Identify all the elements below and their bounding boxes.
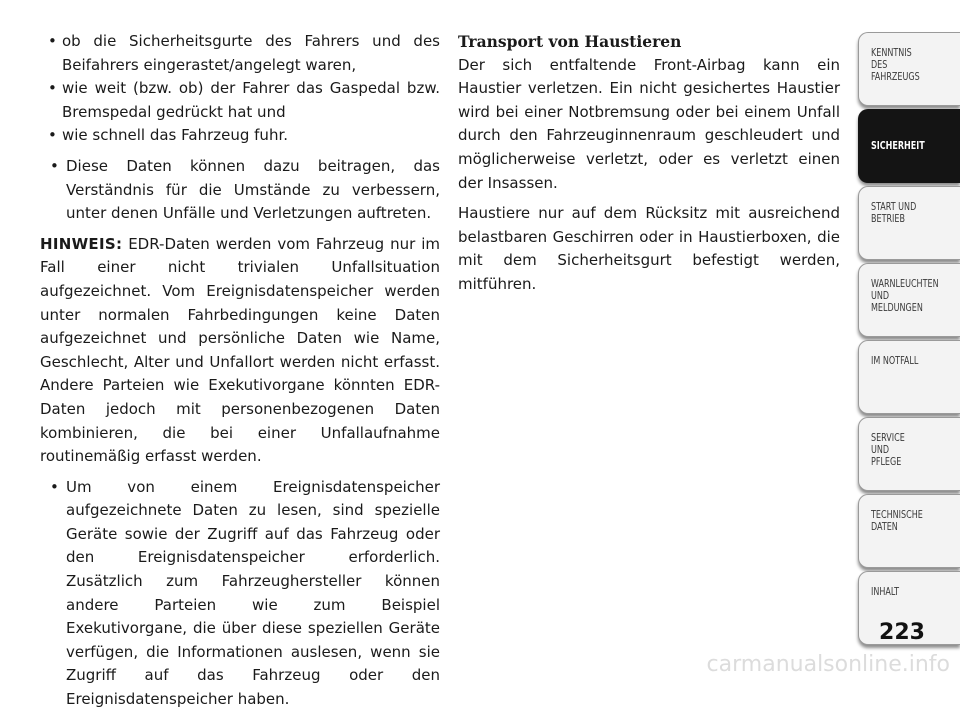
left-column (40, 30, 440, 712)
list-item: • Diese Daten können dazu beitragen, das Verständnis für die Umstände zu verbessern, unter denen Unfälle und Verletzungen auftreten. (50, 156, 440, 223)
tab-warnleuchten-und-meldungen[interactable] (858, 263, 960, 337)
note-text: EDR-Daten werden vom Fahrzeug nur im Fall einer nicht trivialen Unfallsituation aufgezeichnet. Vom Ereignisdatenspeicher werden unter normalen Fahrbedingungen keine Daten aufgezeichnet und persönliche Daten wie Name, Geschlecht, Alter und Unfallort werden nicht erfasst. Andere Parteien wie Exekutivorgane könnten EDR-Daten jedoch mit personenbezogenen Daten kombinieren, die bei einer Unfallaufnahme routinemäßig erfasst werden. (40, 234, 440, 466)
bullet-glyph: • (48, 32, 57, 50)
chapter-tabs (858, 32, 960, 648)
tab-service-und-pflege[interactable] (858, 417, 960, 491)
edr-recorded-items-list (40, 30, 440, 148)
pet-transport-paragraph: Der sich entfaltende Front-Airbag kann ein Haustier verletzen. Ein nicht gesichertes Haustier wird bei einer Notbremsung oder bei einem Unfall durch den Fahrzeuginnenraum geschleudert und möglicherweise verletzt, oder es verletzt einen der Insassen. (458, 55, 840, 192)
page-number: 223 (879, 620, 925, 645)
tab-kenntnis-des-fahrzeugs[interactable] (858, 32, 960, 106)
tab-sicherheit[interactable] (858, 109, 960, 183)
tab-label: KENNTNIS DES FAHRZEUGS (871, 47, 920, 83)
list-item: • wie weit (bzw. ob) der Fahrer das Gaspedal bzw. Bremspedal gedrückt hat und (48, 79, 440, 121)
tab-label: INHALT (871, 586, 900, 598)
tab-im-notfall[interactable] (858, 340, 960, 414)
tab-start-und-betrieb[interactable] (858, 186, 960, 260)
watermark: carmanualsonline.info (706, 652, 950, 677)
bullet-glyph: • (50, 156, 59, 175)
bullet-glyph: • (48, 126, 57, 145)
list-item: • ob die Sicherheitsgurte des Fahrers und des Beifahrers eingerastet/angelegt waren, (48, 32, 440, 74)
pet-restraint-paragraph: Haustiere nur auf dem Rücksitz mit ausreichend belastbaren Geschirren oder in Haustierboxen, die mit dem Sicherheitsgurt befestigt werden, mitführen. (458, 204, 840, 293)
note-label: HINWEIS: (40, 234, 123, 253)
tab-label: IM NOTFALL (871, 355, 919, 367)
tab-label: SERVICE UND PFLEGE (871, 432, 905, 468)
tab-technische-daten[interactable] (858, 494, 960, 568)
section-heading: Transport von Haustieren (458, 32, 682, 51)
data-use-list (40, 155, 440, 226)
right-column (458, 30, 840, 297)
note-paragraph (40, 233, 440, 469)
tab-label: SICHERHEIT (871, 140, 925, 152)
bullet-glyph: • (48, 79, 57, 98)
tab-label: START UND BETRIEB (871, 201, 917, 225)
tab-label: WARNLEUCHTEN UND MELDUNGEN (871, 278, 939, 314)
data-reading-list (40, 476, 440, 712)
list-item: • wie schnell das Fahrzeug fuhr. (40, 124, 440, 148)
list-item: • Um von einem Ereignisdatenspeicher aufgezeichnete Daten zu lesen, sind spezielle Geräte sowie der Zugriff auf das Fahrzeug oder den Ereignisdatenspeicher erforderlich. Zusätzlich zum Fahrzeughersteller können andere Parteien wie zum Beispiel Exekutivorgane, die über diese speziellen Geräte verfügen, die Informationen auslesen, wenn sie Zugriff auf das Fahrzeug oder den Ereignisdatenspeicher haben. (50, 477, 440, 709)
tab-label: TECHNISCHE DATEN (871, 509, 923, 533)
bullet-glyph: • (50, 477, 59, 496)
